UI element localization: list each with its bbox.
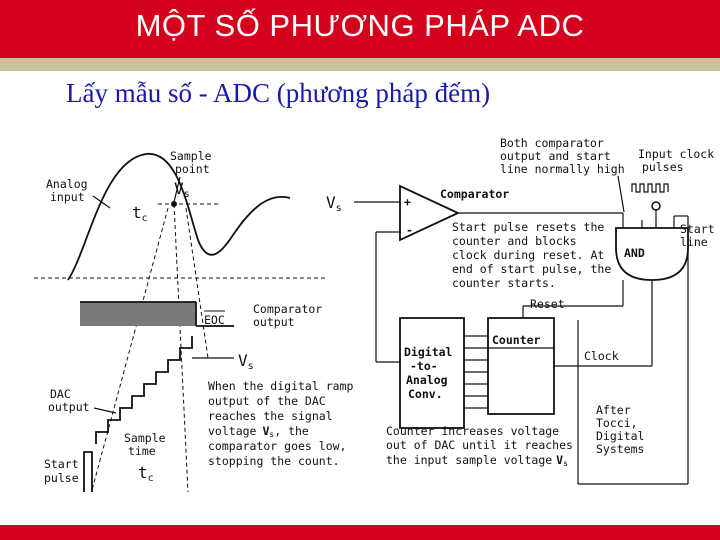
dac-output-label-2: output <box>48 400 90 414</box>
clock-pulse-train <box>632 184 668 192</box>
start-pulse-waveform <box>84 452 92 492</box>
input-clock-label-2: pulses <box>642 160 684 174</box>
after-tocci-line-4: Systems <box>596 442 645 456</box>
comparator-output-label-1: Comparator <box>253 302 323 316</box>
counter-note-line-3: the input sample voltage Vs <box>386 453 568 468</box>
title-stripe <box>0 58 720 71</box>
after-tocci-line-1: After <box>596 403 631 417</box>
dac-block-line-2: -to- <box>410 359 438 373</box>
after-tocci-line-2: Tocci, <box>596 416 638 430</box>
clock-label: Clock <box>584 349 619 363</box>
ramp-note-line-2: output of the DAC <box>208 394 326 408</box>
analog-input-label-1: Analog <box>46 177 88 191</box>
vs-dac-label: Vs <box>238 351 254 372</box>
input-clock-label-1: Input clock <box>638 147 715 161</box>
ramp-note-line-3: reaches the signal <box>208 409 333 423</box>
analog-input-label-2: input <box>50 190 85 204</box>
vs-sample-label: Vs <box>174 179 190 200</box>
tc-sample-label: tc <box>132 203 148 224</box>
ramp-note-line-6: stopping the count. <box>208 454 340 468</box>
bottom-bar <box>0 525 720 540</box>
ramp-note-line-4: voltage Vs, the <box>208 424 309 439</box>
dac-block-line-3: Analog <box>406 373 448 387</box>
start-line-label-1: Start <box>680 222 715 236</box>
dac-output-label-1: DAC <box>50 387 71 401</box>
sample-point-label-2: point <box>175 162 210 176</box>
dac-block-line-4: Conv. <box>408 387 443 401</box>
counter-note-line-1: Counter increases voltage <box>386 424 560 438</box>
start-note-line-3: clock during reset. At <box>452 248 605 262</box>
clock-input-terminal <box>652 202 660 210</box>
eoc-label: EOC <box>204 313 225 327</box>
eoc-shaded-region <box>80 302 196 326</box>
dac-block-line-1: Digital <box>404 345 453 359</box>
after-tocci-line-3: Digital <box>596 429 645 443</box>
dac-output-pointer <box>94 408 116 413</box>
sample-time-label-2: time <box>128 444 156 458</box>
dac-staircase <box>96 336 192 444</box>
start-note-line-1: Start pulse resets the <box>452 220 605 234</box>
comparator-minus: - <box>406 223 413 237</box>
sample-point-label-1: Sample <box>170 149 212 163</box>
ramp-note-line-1: When the digital ramp <box>208 379 354 393</box>
vs-input-label: Vs <box>326 193 342 214</box>
counter-note-line-2: out of DAC until it reaches <box>386 438 573 452</box>
comparator-output-label-2: output <box>253 315 295 329</box>
reset-label: Reset <box>530 297 565 311</box>
both-comparator-pointer <box>618 176 624 212</box>
tc-time-label: tc <box>138 463 154 484</box>
comparator-label: Comparator <box>440 187 510 201</box>
counter-adc-diagram <box>28 130 720 500</box>
vs-projection-dashed <box>186 208 208 358</box>
both-comparator-line-3: line normally high <box>500 162 625 176</box>
and-gate-label: AND <box>624 246 645 260</box>
start-line-label-2: line <box>680 235 708 249</box>
start-note-line-5: counter starts. <box>452 276 556 290</box>
start-note-line-2: counter and blocks <box>452 234 577 248</box>
slide-subtitle: Lấy mẫu số - ADC (phương pháp đếm) <box>66 78 491 108</box>
ramp-note-line-5: comparator goes low, <box>208 439 347 453</box>
analog-input-pointer <box>93 196 110 208</box>
comparator-plus: + <box>404 195 411 209</box>
sample-time-label-1: Sample <box>124 431 166 445</box>
start-note-line-4: end of start pulse, the <box>452 262 612 276</box>
start-pulse-label-1: Start <box>44 457 79 471</box>
counter-block-label: Counter <box>492 333 541 347</box>
slide-title: MỘT SỐ PHƯƠNG PHÁP ADC <box>135 8 585 43</box>
both-comparator-line-2: output and start <box>500 149 611 163</box>
start-pulse-label-2: pulse <box>44 471 79 485</box>
both-comparator-line-1: Both comparator <box>500 136 604 150</box>
